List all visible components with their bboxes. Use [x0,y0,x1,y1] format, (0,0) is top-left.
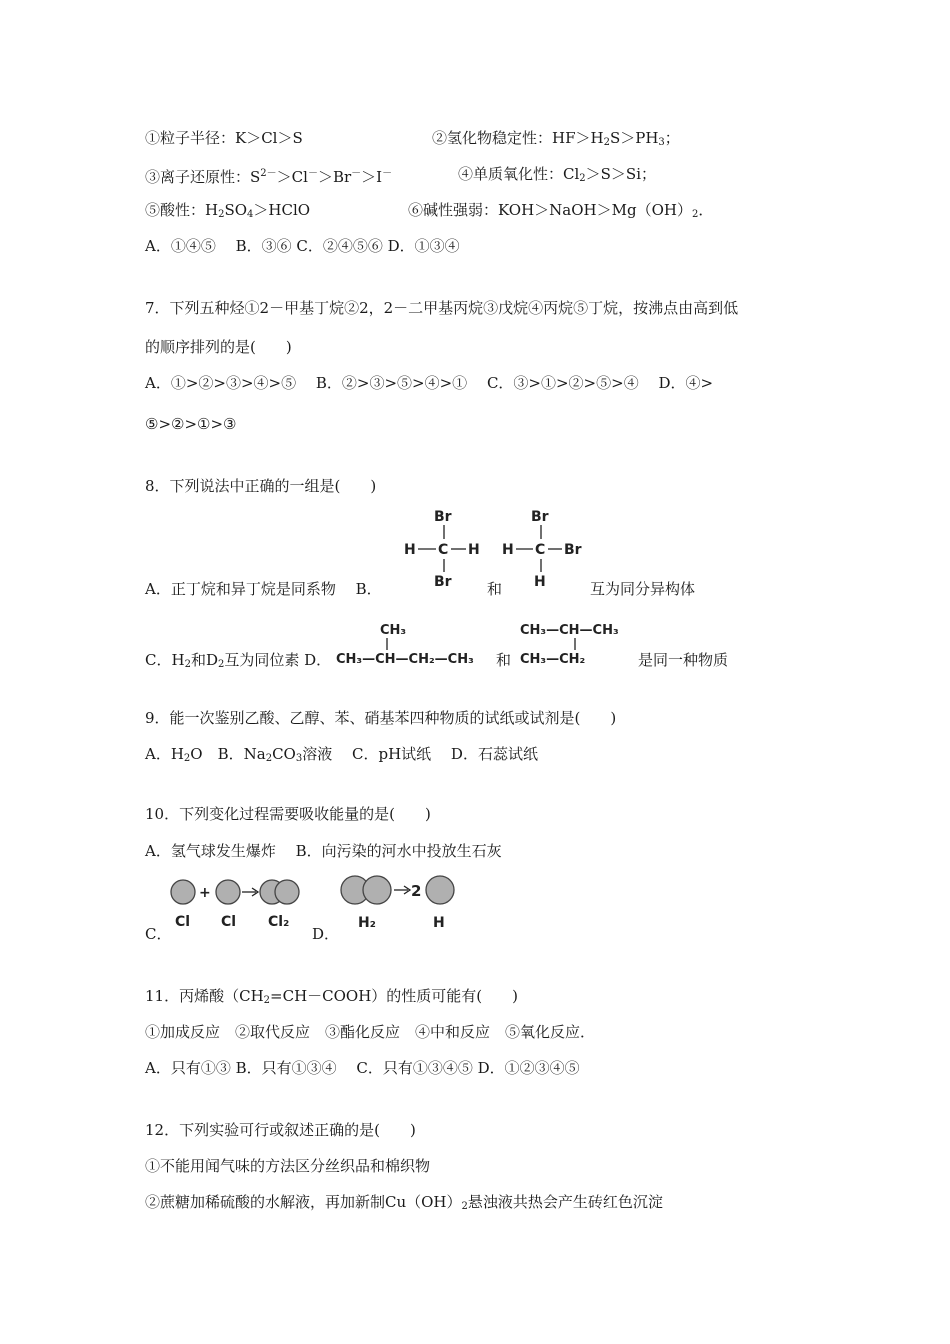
svg-text:H: H [433,915,445,931]
q8-option-a-b: A．正丁烷和异丁烷是同系物 B． [145,580,382,598]
svg-text:Br: Br [531,509,549,525]
dibromomethane-structure-2 [496,506,591,590]
q10-label-c: C． [145,925,172,943]
svg-text:Cl: Cl [221,914,237,930]
q11-options: A．只有①③ B．只有①③④ C．只有①③④⑤ D．①②③④⑤ [145,1059,580,1077]
q8-stem: 8．下列说法中正确的一组是( ) [145,477,377,495]
q8-isomer-text: 互为同分异构体 [590,580,696,598]
statement-4: ④单质氧化性：Cl2＞S＞Si； [458,165,657,184]
q9-options: A．H2O B．Na2CO3溶液 C．pH试纸 D．石蕊试纸 [145,745,538,764]
hydrogen-atoms-diagram [336,870,466,932]
q8-and-2: 和 [496,651,512,669]
q7-options: A．①>②>③>④>⑤ B．②>③>⑤>④>① C．③>①>②>⑤>④ D．④> [145,374,714,392]
methylbutane-structure [336,618,496,670]
svg-text:Br: Br [564,542,582,558]
q12-item-2: ②蔗糖加稀硫酸的水解液，再加新制Cu（OH）2悬浊液共热会产生砖红色沉淀 [145,1193,663,1212]
statement-3: ③离子还原性：$S^{2-}>Cl^->Br^->I^-$ [145,168,393,186]
svg-text:H: H [468,542,480,558]
svg-text:Cl₂: Cl₂ [268,914,290,930]
q11-stem: 11．丙烯酸（CH2=CH－COOH）的性质可能有( ) [145,987,519,1006]
q6-options: A．①④⑤ B．③⑥ C．②④⑤⑥ D．①③④ [145,237,460,255]
q12-stem: 12．下列实验可行或叙述正确的是( ) [145,1121,416,1139]
q7-stem: 7．下列五种烃①2－甲基丁烷②2，2－二甲基丙烷③戊烷④丙烷⑤丁烷，按沸点由高到低 [145,299,739,317]
svg-text:H₂: H₂ [358,915,376,931]
chlorine-atoms-diagram [166,874,306,934]
q9-stem: 9．能一次鉴别乙酸、乙醇、苯、硝基苯四种物质的试纸或试剂是( ) [145,709,617,727]
q7-stem-cont: 的顺序排列的是( ) [145,338,292,356]
statement-6: ⑥碱性强弱：KOH＞NaOH＞Mg（OH）2． [408,201,714,220]
svg-text:Cl: Cl [175,914,191,930]
svg-text:C: C [438,542,449,558]
svg-text:+: + [199,885,211,901]
q10-stem: 10．下列变化过程需要吸收能量的是( ) [145,805,431,823]
svg-text:CH₃—CH—CH₂—CH₃: CH₃—CH—CH₂—CH₃ [336,652,474,667]
svg-text:H: H [534,574,546,590]
svg-text:Br: Br [434,509,452,525]
dibromomethane-structure-1 [398,506,493,590]
svg-text:H: H [404,542,416,558]
q12-item-1: ①不能用闻气味的方法区分丝织品和棉织物 [145,1157,431,1175]
statement-2: ②氢化物稳定性：HF＞H2S＞PH3； [432,129,680,148]
q8-option-c-d: C．H2和D2互为同位素 D． [145,651,332,670]
svg-text:Br: Br [434,574,452,590]
svg-text:C: C [535,542,546,558]
q10-options-ab: A．氢气球发生爆炸 B．向污染的河水中投放生石灰 [145,842,502,860]
q8-and-1: 和 [487,580,503,598]
q7-options-cont: ⑤>②>①>③ [145,415,237,433]
svg-text:H: H [502,542,514,558]
svg-text:CH₃—CH₂: CH₃—CH₂ [520,652,586,667]
q11-properties: ①加成反应 ②取代反应 ③酯化反应 ④中和反应 ⑤氧化反应． [145,1023,596,1041]
statement-1: ①粒子半径：K＞Cl＞S [145,129,303,147]
q8-same-text: 是同一种物质 [638,651,729,669]
svg-text:CH₃—CH—CH₃: CH₃—CH—CH₃ [520,623,619,638]
q10-label-d: D． [312,925,340,943]
statement-5: ⑤酸性：H2SO4＞HClO [145,201,311,220]
svg-text:CH₃: CH₃ [380,623,407,638]
svg-text:2: 2 [411,882,422,900]
